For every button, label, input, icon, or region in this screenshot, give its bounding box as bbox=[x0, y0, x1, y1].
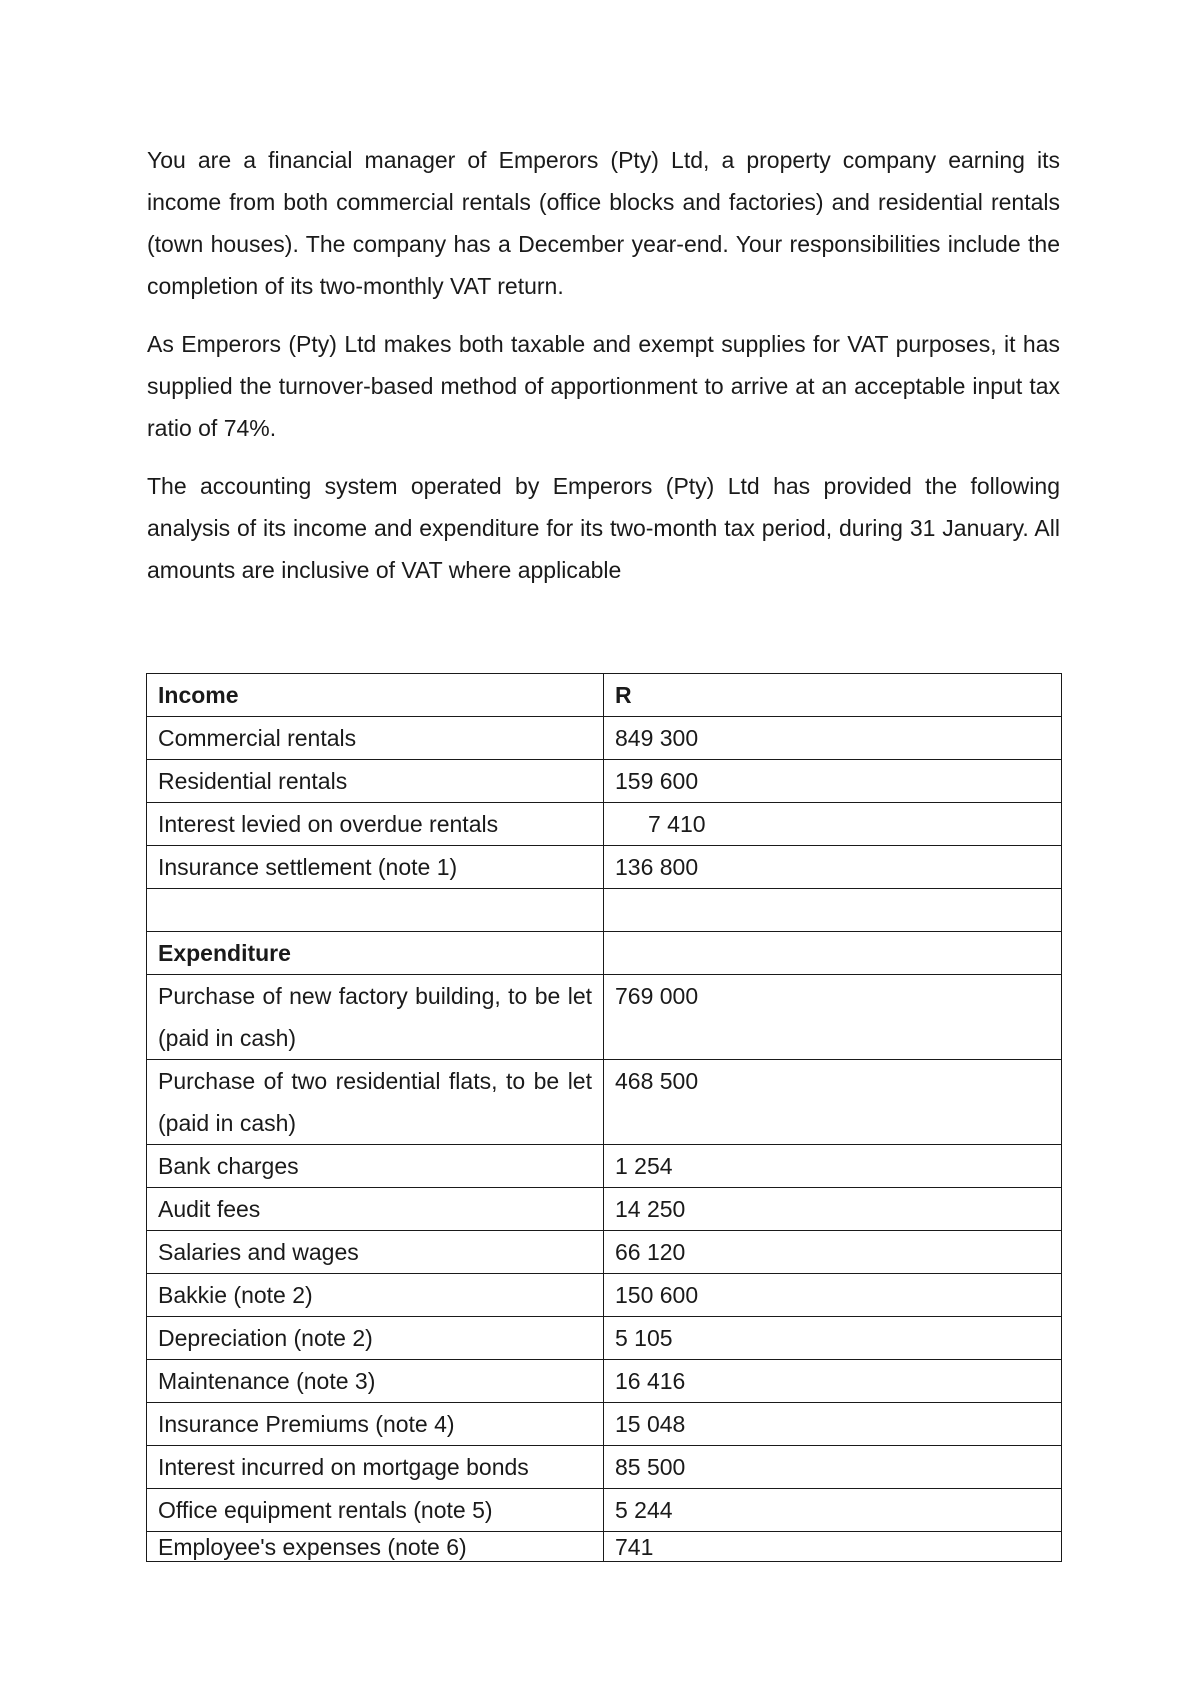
income-expenditure-table bbox=[146, 673, 1062, 1562]
table-row bbox=[147, 846, 1062, 889]
row-value: 159 600 bbox=[604, 760, 1062, 803]
row-label: Audit fees bbox=[147, 1188, 604, 1231]
row-value: 14 250 bbox=[604, 1188, 1062, 1231]
table-row bbox=[147, 1489, 1062, 1532]
row-label: Purchase of two residential flats, to be let (paid in cash) bbox=[147, 1060, 604, 1145]
table-row bbox=[147, 1360, 1062, 1403]
row-label: Interest incurred on mortgage bonds bbox=[147, 1446, 604, 1489]
row-value: 136 800 bbox=[604, 846, 1062, 889]
row-label: Depreciation (note 2) bbox=[147, 1317, 604, 1360]
table-row bbox=[147, 1060, 1062, 1145]
table-row-income-header bbox=[147, 674, 1062, 717]
row-value: 741 bbox=[604, 1532, 1062, 1562]
table-row bbox=[147, 1274, 1062, 1317]
row-value: 849 300 bbox=[604, 717, 1062, 760]
row-label: Office equipment rentals (note 5) bbox=[147, 1489, 604, 1532]
table-row bbox=[147, 1446, 1062, 1489]
row-label: Commercial rentals bbox=[147, 717, 604, 760]
empty-cell bbox=[604, 889, 1062, 932]
currency-header: R bbox=[604, 674, 1062, 717]
row-value: 85 500 bbox=[604, 1446, 1062, 1489]
income-header-label: Income bbox=[147, 674, 604, 717]
row-value: 15 048 bbox=[604, 1403, 1062, 1446]
row-value: 769 000 bbox=[604, 975, 1062, 1060]
row-value: 1 254 bbox=[604, 1145, 1062, 1188]
table-row bbox=[147, 1231, 1062, 1274]
table-row-expenditure-header bbox=[147, 932, 1062, 975]
row-label: Interest levied on overdue rentals bbox=[147, 803, 604, 846]
row-value: 5 105 bbox=[604, 1317, 1062, 1360]
row-label: Residential rentals bbox=[147, 760, 604, 803]
row-value: 66 120 bbox=[604, 1231, 1062, 1274]
paragraph-company-context: You are a financial manager of Emperors (Pty) Ltd, a property company earning its income from both commercial rentals (office blocks and factories) and residential rentals (town houses). The company has a December year-end. Your responsibilities include the completion of its two-monthly VAT return. bbox=[147, 147, 1060, 299]
row-value: 16 416 bbox=[604, 1360, 1062, 1403]
row-label: Purchase of new factory building, to be let (paid in cash) bbox=[147, 975, 604, 1060]
empty-cell bbox=[604, 932, 1062, 975]
table-row bbox=[147, 1403, 1062, 1446]
row-label: Bank charges bbox=[147, 1145, 604, 1188]
table-row bbox=[147, 760, 1062, 803]
empty-cell bbox=[147, 889, 604, 932]
row-label: Bakkie (note 2) bbox=[147, 1274, 604, 1317]
row-value: 150 600 bbox=[604, 1274, 1062, 1317]
row-label: Insurance settlement (note 1) bbox=[147, 846, 604, 889]
row-value: 7 410 bbox=[604, 803, 1062, 846]
row-label: Employee's expenses (note 6) bbox=[147, 1532, 604, 1562]
row-label: Insurance Premiums (note 4) bbox=[147, 1403, 604, 1446]
table-row bbox=[147, 975, 1062, 1060]
row-label: Maintenance (note 3) bbox=[147, 1360, 604, 1403]
table-row bbox=[147, 1188, 1062, 1231]
table-row-spacer bbox=[147, 889, 1062, 932]
table-row bbox=[147, 1145, 1062, 1188]
row-value: 5 244 bbox=[604, 1489, 1062, 1532]
table-row bbox=[147, 1532, 1062, 1562]
row-label: Salaries and wages bbox=[147, 1231, 604, 1274]
paragraph-accounting-analysis: The accounting system operated by Emperors (Pty) Ltd has provided the following analysis of its income and expenditure for its two-month tax period, during 31 January. All amounts are inclusive of VAT where applicable bbox=[147, 473, 1060, 583]
expenditure-header-label: Expenditure bbox=[147, 932, 604, 975]
intro-text bbox=[147, 139, 1060, 607]
paragraph-apportionment: As Emperors (Pty) Ltd makes both taxable and exempt supplies for VAT purposes, it has supplied the turnover-based method of apportionment to arrive at an acceptable input tax ratio of 74%. bbox=[147, 331, 1060, 441]
table-row bbox=[147, 717, 1062, 760]
table-row bbox=[147, 803, 1062, 846]
row-value: 468 500 bbox=[604, 1060, 1062, 1145]
table-row bbox=[147, 1317, 1062, 1360]
